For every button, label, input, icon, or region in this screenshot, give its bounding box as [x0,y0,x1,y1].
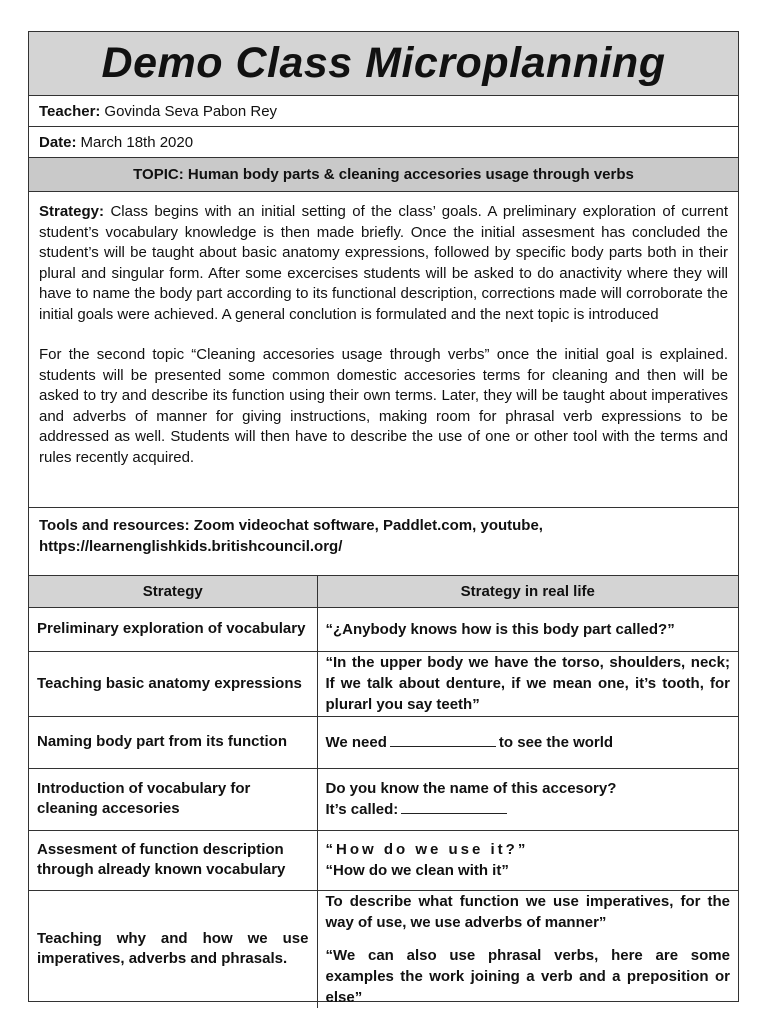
tools-link[interactable]: https://learnenglishkids.britishcouncil.org/ [39,538,343,555]
row-5-strategy: Assesment of function description through already known vocabulary [29,830,317,890]
row-5-real-life [317,830,738,890]
row-6-para-2: “We can also use phrasal verbs, here are some examples the work joining a verb and a preposition or else” [325,946,730,1006]
row-4-real-life [317,768,738,830]
row-6-real-life [317,890,738,1008]
tools-section [29,508,738,576]
row-4-line-2-text: It’s called: [325,801,399,818]
fill-in-blank[interactable] [401,799,507,814]
strategy-table [29,576,738,1008]
date-row [29,127,738,158]
topic-row [29,158,738,192]
row-5-line-1: “How do we use it?” [325,841,529,858]
row-6-strategy: Teaching why and how we use imperatives, adverbs and phrasals. [29,890,317,1008]
row-1-real-life: “¿Anybody knows how is this body part called?” [317,607,738,651]
row-6-para-1: To describe what function we use imperatives, for the way of use, we use adverbs of manner” [325,892,730,931]
page-title: Demo Class Microplanning [101,39,666,87]
fill-in-blank[interactable] [390,732,496,747]
table-row [29,607,738,651]
strategy-text-1: Class begins with an initial setting of the class’ goals. A preliminary exploration of current student’s vocabulary knowledge is then made briefly. Once the initial assesment has concluded the student’s will be taught about basic anatomy expressions, followed by specific body parts both in their plural and singular form. After some excercises students will be asked to do anactivity where they will have to name the body part according to its functional description, corrections made will corroborate the initial goals were achieved. A general conclution is formulated and the next topic is introduced [39,203,729,323]
strategy-label: Strategy: [39,203,105,220]
row-4-line-2 [326,799,731,820]
row-3-strategy: Naming body part from its function [29,716,317,768]
title-bar [29,32,738,96]
teacher-label: Teacher: [39,102,101,120]
row-4-strategy: Introduction of vocabulary for cleaning accesories [29,768,317,830]
table-row [29,768,738,830]
header-real-life: Strategy in real life [317,576,738,607]
table-row [29,830,738,890]
row-2-strategy: Teaching basic anatomy expressions [29,651,317,716]
header-strategy: Strategy [29,576,317,607]
strategy-paragraph-2: For the second topic “Cleaning accesories usage through verbs” once the initial goal is explained. students will be presented some common domestic accesories terms for cleaning and then will be asked to try and describe its function using their own terms. Later, they will be taught about imperatives and adverbs of manner for giving instructions, making room for phrasal verb expressions to be addressed as well. Students will then have to describe the use of one or other tool with the terms and rules recently acquired. [39,346,728,466]
row-3-real-life [317,716,738,768]
row-4-line-1: Do you know the name of this accesory? [325,780,617,797]
date-value: March 18th 2020 [80,133,194,151]
microplanning-sheet [28,31,739,1006]
tools-line-1: Tools and resources: Zoom videochat software, Paddlet.com, youtube, [39,517,543,534]
table-header-row [29,576,738,607]
row-2-real-life: “In the upper body we have the torso, shoulders, neck; If we talk about denture, if we mean one, it’s tooth, for plurarl you say teeth” [317,651,738,716]
teacher-value: Govinda Seva Pabon Rey [104,102,278,120]
row-3-text-pre: We need [325,733,387,751]
strategy-section [29,192,738,508]
row-5-line-2: “How do we clean with it” [325,862,509,879]
table-row [29,890,738,1008]
table-row [29,716,738,768]
table-row [29,651,738,716]
teacher-row [29,96,738,127]
row-1-strategy: Preliminary exploration of vocabulary [29,607,317,651]
topic-text: TOPIC: Human body parts & cleaning accesories usage through verbs [133,166,634,183]
strategy-paragraph-1 [39,202,728,325]
date-label: Date: [39,133,77,151]
row-3-text-post: to see the world [498,733,614,751]
